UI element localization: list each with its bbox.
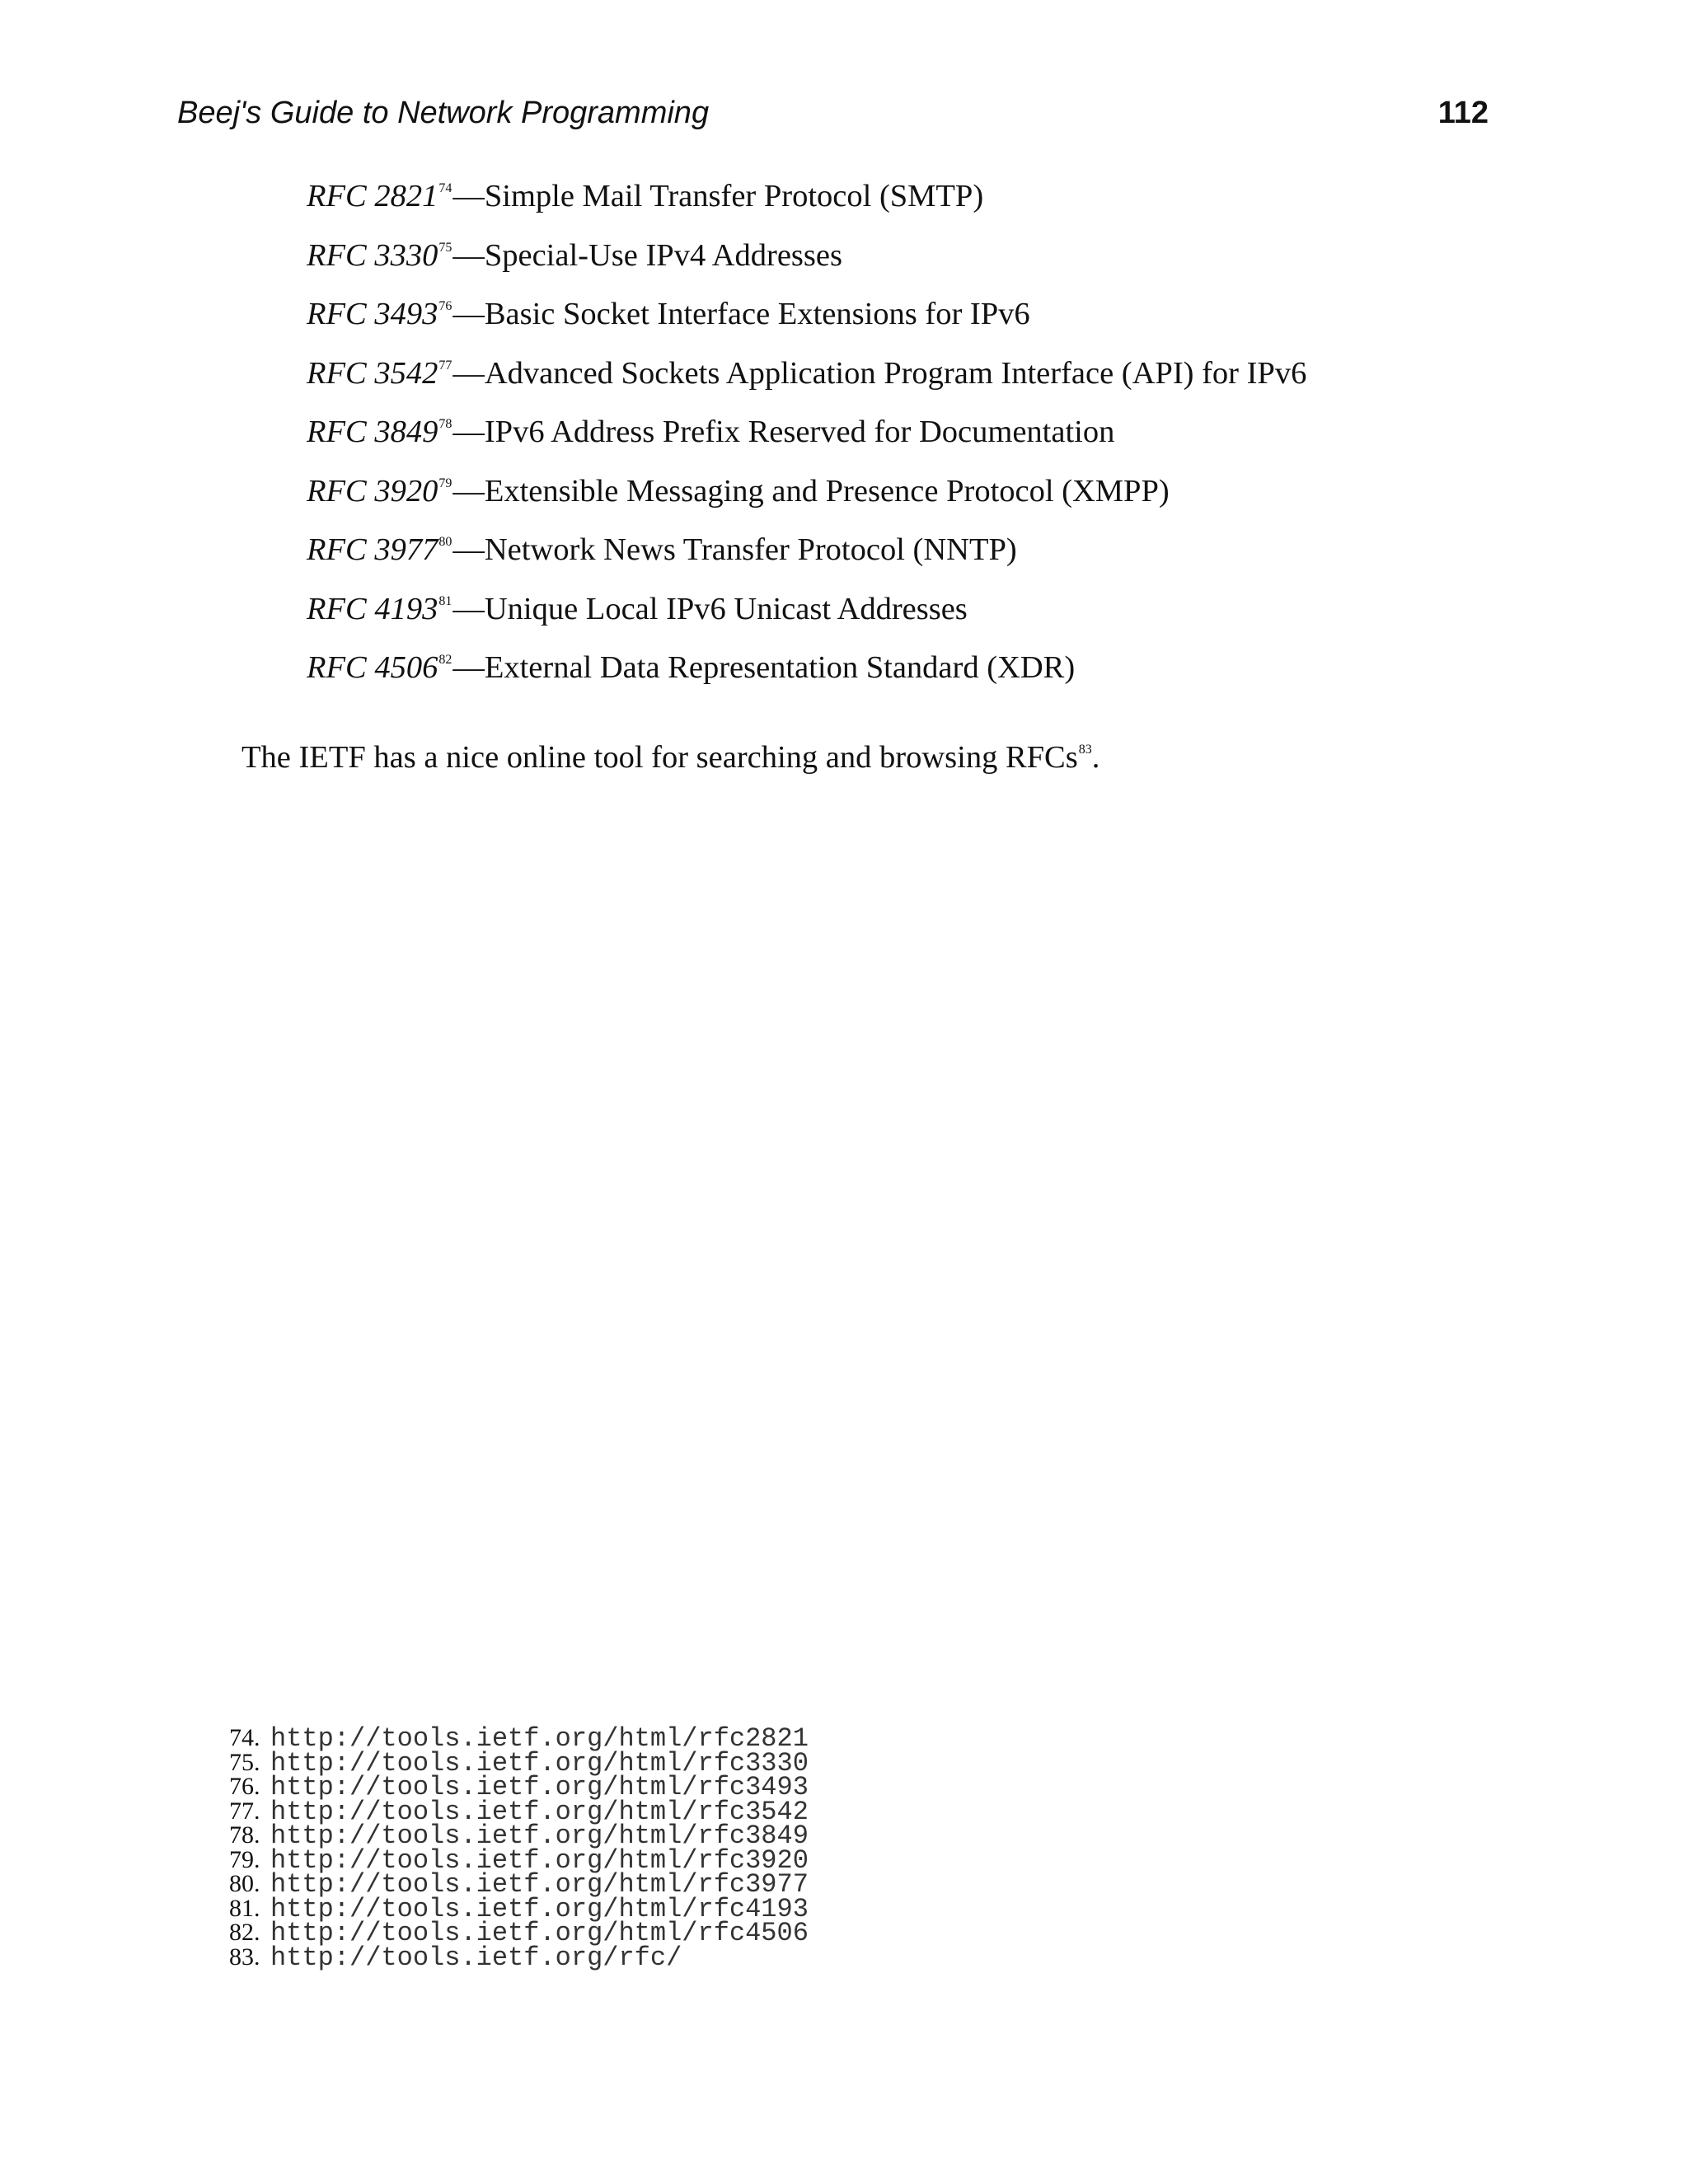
- rfc-item: [307, 235, 1306, 294]
- rfc-number: RFC 3493: [307, 297, 438, 331]
- footnote-link[interactable]: http://tools.ietf.org/html/rfc3849: [270, 1821, 809, 1851]
- footnote-number: 77.: [229, 1797, 260, 1825]
- rfc-item: [307, 647, 1306, 706]
- footnote-link[interactable]: http://tools.ietf.org/html/rfc3542: [270, 1796, 809, 1827]
- rfc-item: [307, 588, 1306, 648]
- rfc-description: Basic Socket Interface Extensions for IPv6: [484, 297, 1030, 331]
- footnote-ref[interactable]: 82: [438, 653, 452, 667]
- page-number: 112: [1437, 96, 1489, 130]
- paragraph-end: .: [1091, 739, 1100, 775]
- rfc-description: Simple Mail Transfer Protocol (SMTP): [484, 179, 984, 213]
- rfc-number: RFC 3330: [307, 237, 438, 273]
- body-paragraph: [241, 737, 1100, 778]
- footnote-ref[interactable]: 74: [438, 181, 452, 195]
- running-title: Beej's Guide to Network Programming: [177, 96, 710, 130]
- em-dash: —: [452, 532, 485, 567]
- rfc-number: RFC 3849: [307, 415, 438, 449]
- footnote-ref[interactable]: 81: [438, 593, 452, 608]
- footnote-number: 82.: [229, 1919, 260, 1946]
- footnote-number: 74.: [229, 1724, 260, 1751]
- footnote-link[interactable]: http://tools.ietf.org/html/rfc2821: [270, 1723, 809, 1754]
- footnote-link[interactable]: http://tools.ietf.org/html/rfc4193: [270, 1893, 809, 1924]
- footnote: [229, 1821, 809, 1851]
- rfc-description: Advanced Sockets Application Program Interface (API) for IPv6: [484, 355, 1307, 391]
- footnote: [229, 1893, 809, 1924]
- rfc-item: [307, 353, 1306, 412]
- rfc-description: Unique Local IPv6 Unicast Addresses: [484, 591, 968, 626]
- footnote-number: 80.: [229, 1870, 260, 1897]
- footnote-link[interactable]: http://tools.ietf.org/rfc/: [270, 1942, 682, 1973]
- em-dash: —: [452, 415, 485, 449]
- rfc-number: RFC 3977: [307, 532, 438, 567]
- footnote-ref[interactable]: 83: [1078, 742, 1092, 757]
- rfc-item: [307, 293, 1306, 353]
- rfc-number: RFC 2821: [307, 179, 438, 213]
- footnote-number: 79.: [229, 1845, 260, 1873]
- footnote-link[interactable]: http://tools.ietf.org/html/rfc4506: [270, 1918, 809, 1948]
- footnote: [229, 1796, 809, 1827]
- em-dash: —: [452, 591, 485, 626]
- footnote-number: 81.: [229, 1894, 260, 1922]
- em-dash: —: [452, 355, 485, 391]
- em-dash: —: [452, 297, 485, 331]
- em-dash: —: [452, 473, 485, 509]
- em-dash: —: [452, 179, 485, 213]
- rfc-list: [307, 176, 1306, 706]
- paragraph-text: The IETF has a nice online tool for searching and browsing RFCs: [241, 739, 1078, 775]
- rfc-item: [307, 529, 1306, 588]
- footnote-ref[interactable]: 78: [438, 417, 452, 431]
- footnotes: [229, 1723, 809, 1973]
- footnote-link[interactable]: http://tools.ietf.org/html/rfc3330: [270, 1747, 809, 1779]
- footnote-ref[interactable]: 80: [438, 535, 452, 549]
- footnote-link[interactable]: http://tools.ietf.org/html/rfc3920: [270, 1844, 809, 1876]
- rfc-number: RFC 4506: [307, 650, 438, 685]
- rfc-description: External Data Representation Standard (XDR): [484, 650, 1076, 685]
- footnote-number: 76.: [229, 1773, 260, 1800]
- footnote-number: 78.: [229, 1821, 260, 1849]
- rfc-description: Network News Transfer Protocol (NNTP): [484, 532, 1017, 567]
- rfc-item: [307, 471, 1306, 530]
- footnote: [229, 1723, 809, 1754]
- rfc-number: RFC 3920: [307, 473, 438, 509]
- rfc-number: RFC 3542: [307, 355, 438, 391]
- footnote: [229, 1844, 809, 1876]
- em-dash: —: [452, 650, 485, 685]
- em-dash: —: [452, 237, 485, 273]
- footnote-ref[interactable]: 75: [438, 240, 452, 255]
- footnote-ref[interactable]: 77: [438, 358, 452, 373]
- rfc-description: Extensible Messaging and Presence Protocol (XMPP): [484, 473, 1170, 509]
- footnote: [229, 1747, 809, 1779]
- footnote-number: 83.: [229, 1943, 260, 1971]
- footnote-link[interactable]: http://tools.ietf.org/html/rfc3493: [270, 1772, 809, 1802]
- footnote-number: 75.: [229, 1748, 260, 1776]
- footnote-link[interactable]: http://tools.ietf.org/html/rfc3977: [270, 1869, 809, 1900]
- footnote: [229, 1918, 809, 1948]
- rfc-description: Special-Use IPv4 Addresses: [484, 237, 842, 273]
- rfc-description: IPv6 Address Prefix Reserved for Documentation: [484, 415, 1115, 449]
- rfc-item: [307, 411, 1306, 471]
- footnote-ref[interactable]: 76: [438, 299, 452, 313]
- footnote: [229, 1772, 809, 1802]
- rfc-item: [307, 176, 1306, 235]
- rfc-number: RFC 4193: [307, 591, 438, 626]
- footnote: [229, 1869, 809, 1900]
- footnote-ref[interactable]: 79: [438, 476, 452, 490]
